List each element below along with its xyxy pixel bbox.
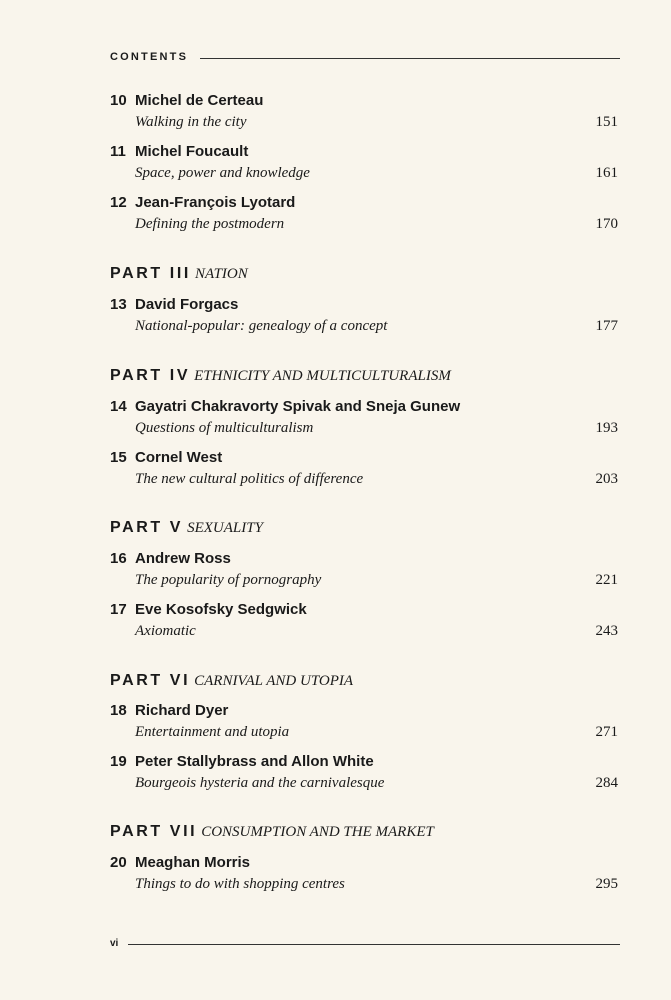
chapter-title: Defining the postmodern [135, 216, 285, 232]
part-label: PART VII [110, 823, 198, 840]
author-name: Richard Dyer [135, 702, 229, 719]
toc-entry[interactable] [110, 702, 620, 741]
chapter-number: 14 [110, 398, 127, 415]
page-number: 177 [595, 318, 618, 334]
toc-entry-subline [135, 215, 620, 233]
toc-entry-subline [135, 317, 620, 335]
toc-entry-heading [110, 753, 620, 771]
header-rule [200, 58, 620, 59]
toc-entry-heading [110, 449, 620, 467]
chapter-title: Things to do with shopping centres [135, 876, 345, 892]
toc-entry-heading [110, 398, 620, 416]
toc-entry-heading [110, 194, 620, 212]
chapter-number: 15 [110, 449, 127, 466]
toc-entry-heading [110, 143, 620, 161]
toc-entry[interactable] [110, 550, 620, 589]
chapter-number: 11 [110, 143, 126, 160]
toc-entry-heading [110, 550, 620, 568]
folio: vi [110, 938, 119, 949]
chapter-title: Questions of multiculturalism [135, 420, 314, 436]
chapter-number: 16 [110, 550, 127, 567]
toc-entry-heading [110, 296, 620, 314]
chapter-number: 17 [110, 601, 127, 618]
page-number: 271 [595, 724, 618, 740]
toc-entry-subline [135, 774, 620, 792]
chapter-title: The new cultural politics of difference [135, 471, 364, 487]
page-number: 284 [595, 775, 618, 791]
author-name: Peter Stallybrass and Allon White [135, 753, 374, 770]
toc-entry-heading [110, 601, 620, 619]
author-name: Meaghan Morris [135, 854, 251, 871]
author-name: Andrew Ross [135, 550, 231, 567]
toc-entry[interactable] [110, 194, 620, 233]
running-header [110, 51, 620, 63]
part-title: ETHNICITY AND MULTICULTURALISM [194, 368, 451, 384]
toc-entry-heading [110, 702, 620, 720]
chapter-number: 20 [110, 854, 127, 871]
toc-entry[interactable] [110, 398, 620, 437]
toc-entry[interactable] [110, 601, 620, 640]
chapter-title: Entertainment and utopia [135, 724, 290, 740]
chapter-number: 19 [110, 753, 127, 770]
author-name: Gayatri Chakravorty Spivak and Sneja Gunew [135, 398, 461, 415]
chapter-title: Bourgeois hysteria and the carnivalesque [135, 775, 385, 791]
page-number: 170 [595, 216, 618, 232]
chapter-title: Axiomatic [135, 623, 196, 639]
chapter-title: Walking in the city [135, 114, 247, 130]
part-title: CARNIVAL AND UTOPIA [194, 673, 354, 689]
toc-entry-heading [110, 854, 620, 872]
chapter-number: 10 [110, 92, 127, 109]
part-title: SEXUALITY [187, 520, 263, 536]
toc-entry[interactable] [110, 143, 620, 182]
toc-entry-subline [135, 419, 620, 437]
page-number: 151 [595, 114, 618, 130]
toc-entry[interactable] [110, 753, 620, 792]
contents-heading: CONTENTS [110, 51, 189, 63]
author-name: Eve Kosofsky Sedgwick [135, 601, 307, 618]
chapter-number: 13 [110, 296, 127, 313]
toc-entry[interactable] [110, 92, 620, 131]
chapter-number: 12 [110, 194, 127, 211]
chapter-title: The popularity of pornography [135, 572, 322, 588]
toc-entry[interactable] [110, 854, 620, 893]
chapter-title: National-popular: genealogy of a concept [135, 318, 388, 334]
page-number: 161 [595, 165, 618, 181]
footer-rule [128, 944, 620, 945]
author-name: Cornel West [135, 449, 223, 466]
page-number: 193 [595, 420, 618, 436]
running-footer [110, 938, 620, 949]
toc-entry-subline [135, 470, 620, 488]
part-heading [110, 518, 620, 538]
toc-entry-subline [135, 571, 620, 589]
part-label: PART III [110, 265, 191, 282]
author-name: Michel de Certeau [135, 92, 264, 109]
author-name: Jean-François Lyotard [135, 194, 296, 211]
toc-entry-subline [135, 723, 620, 741]
page-number: 221 [595, 572, 618, 588]
part-title: NATION [194, 266, 248, 282]
author-name: David Forgacs [135, 296, 239, 313]
toc-entry-subline [135, 113, 620, 131]
part-title: CONSUMPTION AND THE MARKET [201, 824, 434, 840]
author-name: Michel Foucault [135, 143, 249, 160]
toc-entry-subline [135, 622, 620, 640]
part-heading [110, 822, 620, 842]
part-label: PART VI [110, 672, 191, 689]
part-label: PART V [110, 519, 184, 536]
toc-entry[interactable] [110, 296, 620, 335]
page-number: 295 [595, 876, 618, 892]
part-label: PART IV [110, 367, 191, 384]
toc-entry-subline [135, 164, 620, 182]
toc-entry-subline [135, 875, 620, 893]
part-heading [110, 366, 620, 386]
toc-entry-heading [110, 92, 620, 110]
chapter-number: 18 [110, 702, 127, 719]
part-heading [110, 671, 620, 691]
chapter-title: Space, power and knowledge [135, 165, 310, 181]
page-number: 203 [595, 471, 618, 487]
toc-entry[interactable] [110, 449, 620, 488]
part-heading [110, 264, 620, 284]
page-number: 243 [595, 623, 618, 639]
